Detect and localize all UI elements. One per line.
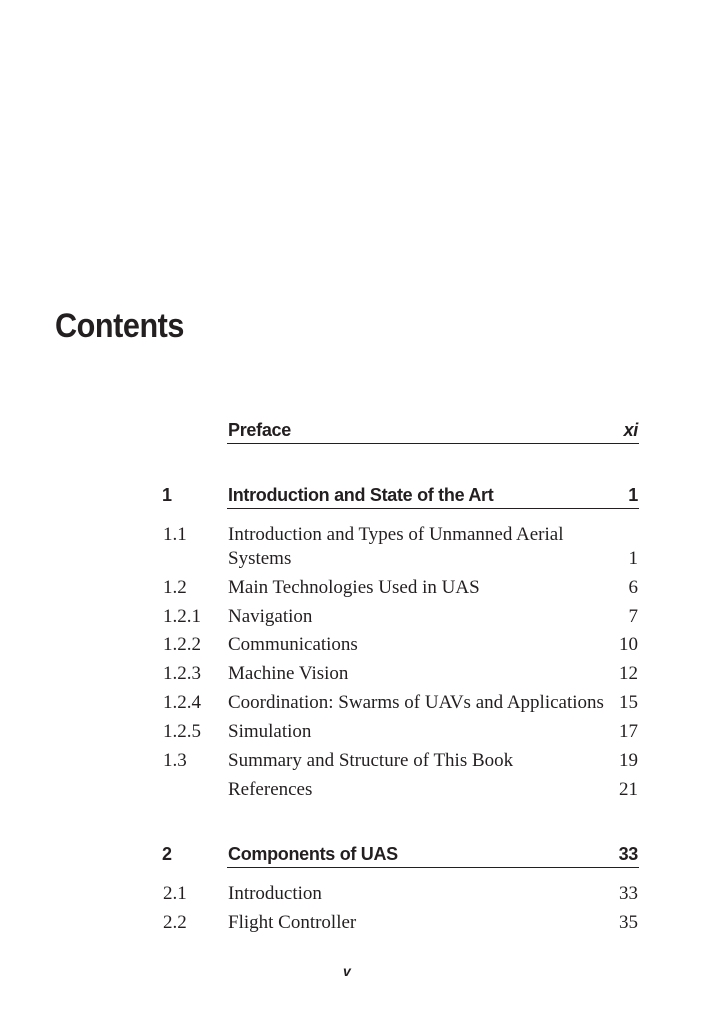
toc-chapter-number: 2	[162, 844, 172, 864]
toc-entry-page: 19	[619, 750, 638, 771]
chapter-rule	[227, 508, 639, 509]
toc-entry-page: 33	[619, 883, 638, 904]
toc-entry-page: 6	[628, 577, 638, 598]
toc-entry-page: 21	[619, 779, 638, 800]
toc-chapter-title: Introduction and State of the Art	[228, 485, 494, 505]
toc-chapter-page: 33	[618, 844, 638, 864]
toc-entry-number: 1.2.5	[163, 721, 201, 742]
toc-preface-page: xi	[623, 420, 638, 440]
toc-entry-title: Introduction	[228, 883, 322, 904]
chapter-rule	[227, 867, 639, 868]
toc-entry-number: 1.2.4	[163, 692, 201, 713]
toc-entry-page: 17	[619, 721, 638, 742]
toc-entry-number: 1.2.2	[163, 634, 201, 655]
toc-entry-number: 1.1	[163, 524, 187, 545]
toc-entry-title: Communications	[228, 634, 358, 655]
toc-entry-page: 10	[619, 634, 638, 655]
toc-entry-title: References	[228, 779, 313, 800]
toc-entry-title: Flight Controller	[228, 912, 357, 933]
chapter-rule	[227, 443, 639, 444]
toc-entry-number: 1.3	[163, 750, 187, 771]
toc-entry-title: Navigation	[228, 606, 313, 627]
toc-chapter-title: Components of UAS	[228, 844, 398, 864]
page-title: Contents	[55, 307, 184, 345]
toc-chapter-number: 1	[162, 485, 172, 505]
toc-entry-title: Machine Vision	[228, 663, 349, 684]
toc-entry-page: 12	[619, 663, 638, 684]
toc-entry-title: Introduction and Types of Unmanned Aerial	[228, 524, 564, 545]
toc-entry-title: Summary and Structure of This Book	[228, 750, 514, 771]
toc-entry-number: 1.2	[163, 577, 187, 598]
toc-entry-number: 1.2.1	[163, 606, 201, 627]
toc-entry-number: 1.2.3	[163, 663, 201, 684]
toc-entry-page: 35	[619, 912, 638, 933]
toc-entry-number: 2.2	[163, 912, 187, 933]
page-number-footer: v	[343, 963, 351, 979]
toc-preface-label: Preface	[228, 420, 291, 440]
toc-entry-title: Main Technologies Used in UAS	[228, 577, 480, 598]
toc-entry-title: Coordination: Swarms of UAVs and Applications	[228, 692, 604, 713]
toc-entry-page: 7	[628, 606, 638, 627]
toc-entry-title-continued: Systems	[228, 548, 292, 569]
toc-entry-page: 1	[628, 548, 638, 569]
toc-entry-title: Simulation	[228, 721, 312, 742]
toc-chapter-page: 1	[628, 485, 638, 505]
toc-entry-number: 2.1	[163, 883, 187, 904]
toc-entry-page: 15	[619, 692, 638, 713]
